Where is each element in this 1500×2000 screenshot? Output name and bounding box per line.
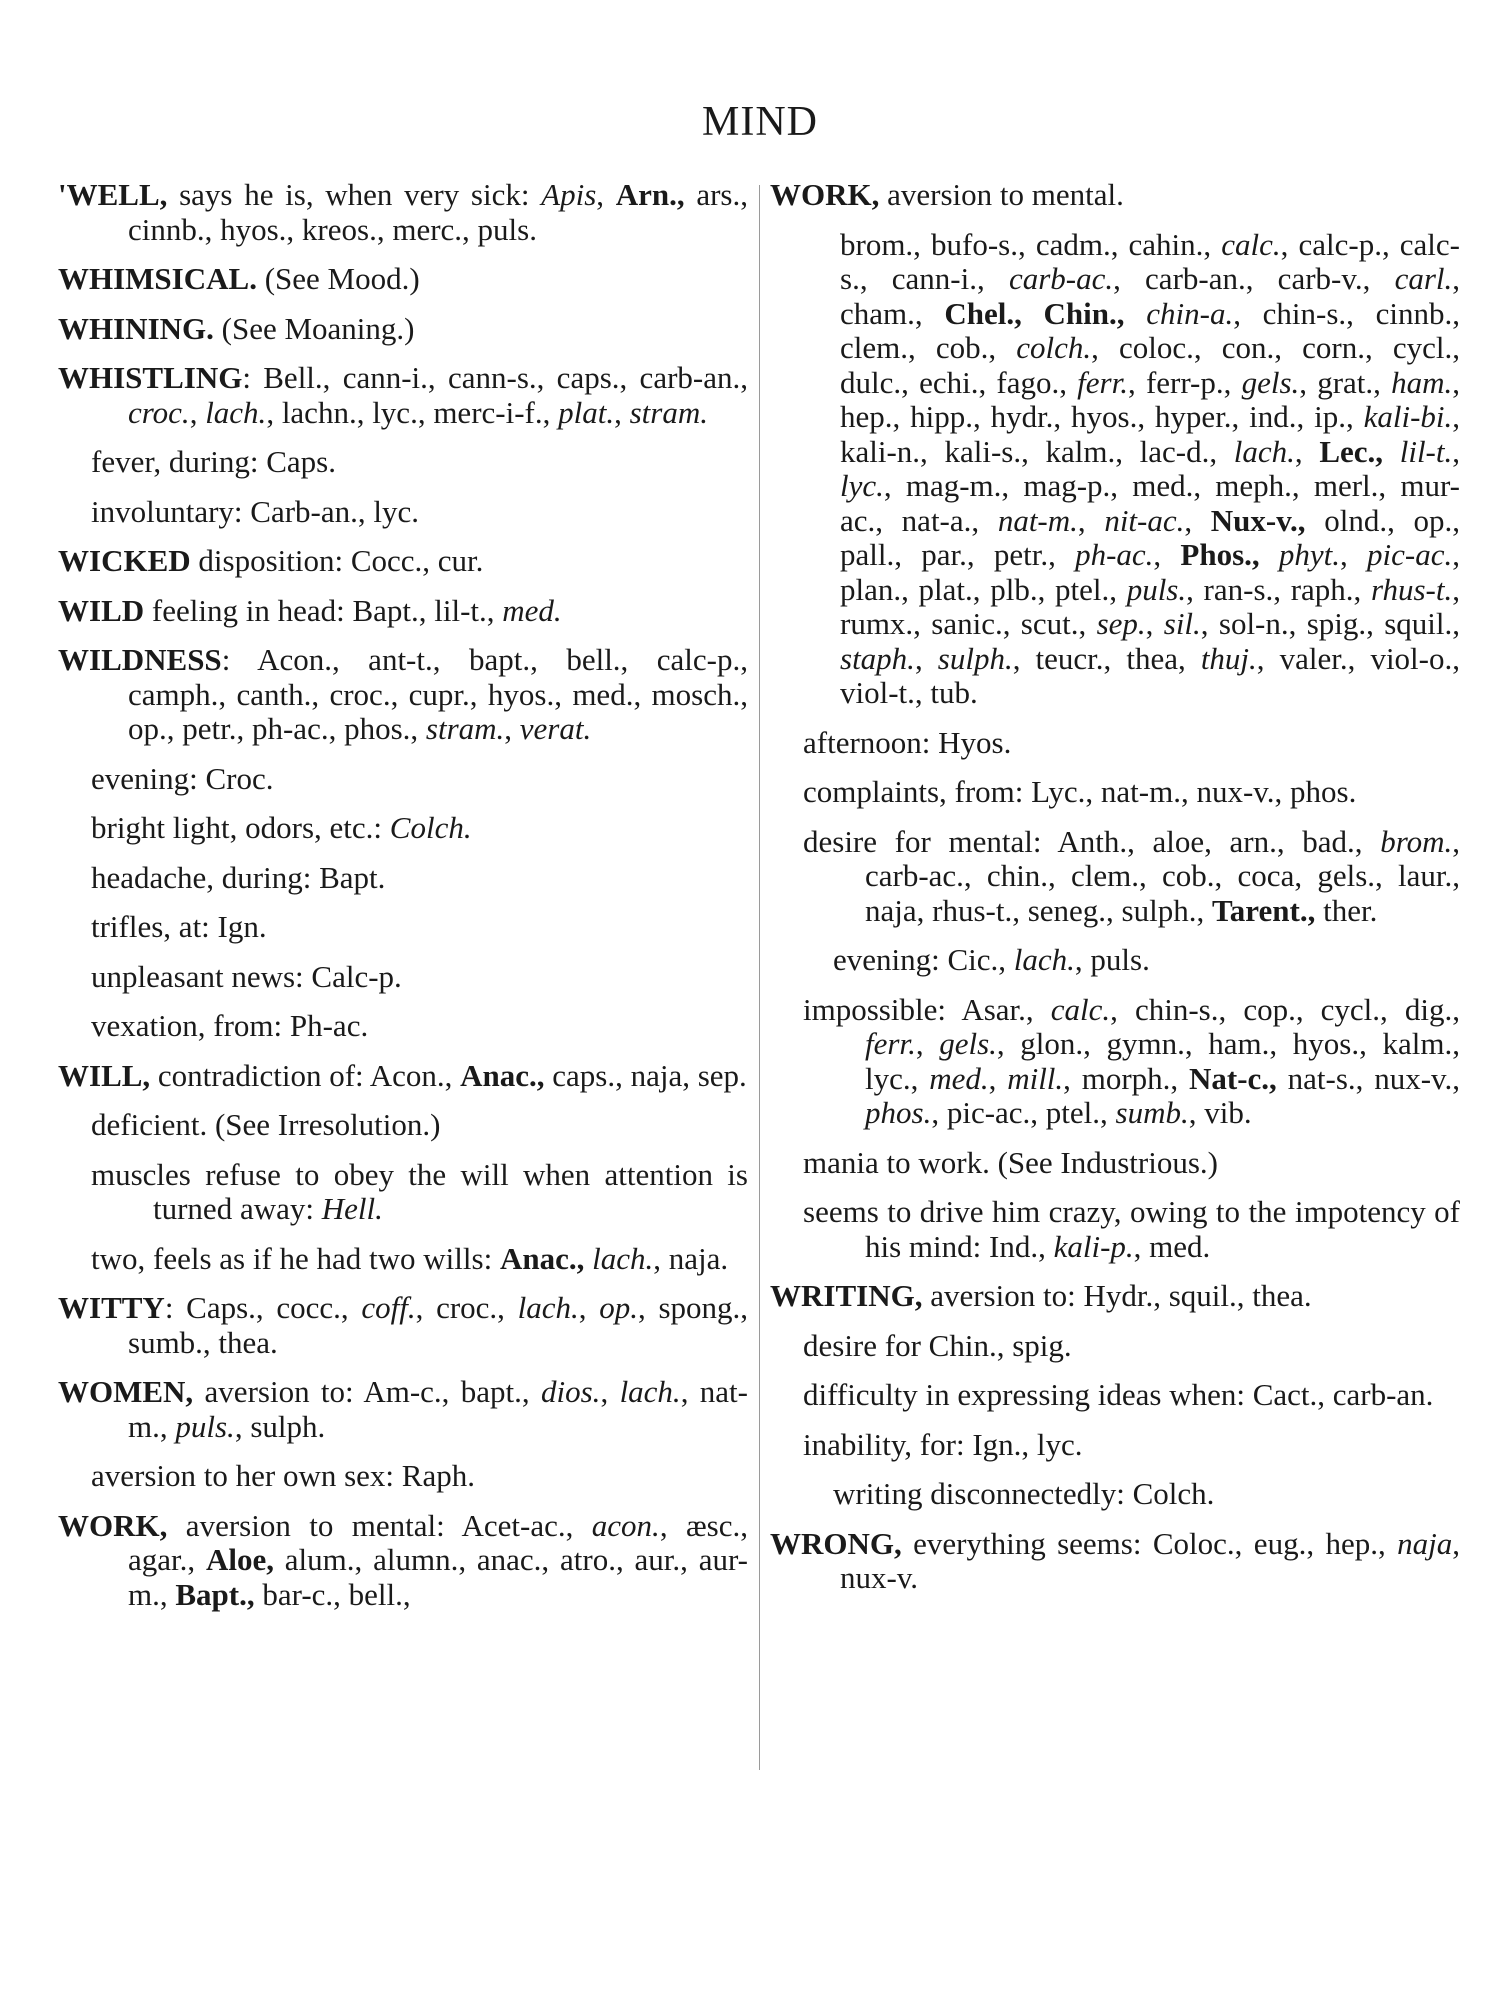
- entry-text: ,: [1294, 433, 1320, 469]
- entry-text: [584, 1241, 592, 1276]
- remedy-italic: lach.: [517, 1290, 579, 1325]
- remedy-italic: brom.: [1380, 823, 1453, 859]
- entry-text: ,: [1184, 502, 1211, 538]
- remedy-italic: ph-ac.: [1075, 537, 1154, 572]
- entry-text: feeling in head: Bapt., lil-t.,: [144, 592, 503, 628]
- sub-rubric-entry: [770, 1378, 1460, 1413]
- remedy-bold: Aloe,: [205, 1542, 274, 1577]
- entry-text: , lachn., lyc., merc-i-f.,: [266, 394, 559, 430]
- rubric-entry: [58, 1375, 748, 1444]
- entry-text: seems to drive him crazy, owing to the impotency of his mind: Ind.,: [803, 1194, 1460, 1264]
- remedy-italic: kali-bi.: [1363, 399, 1453, 434]
- remedy-italic: puls.: [175, 1408, 235, 1444]
- entry-text: , grat.,: [1299, 364, 1392, 400]
- entry-text: , sulph.: [234, 1408, 326, 1444]
- remedy-italic: naja: [1397, 1525, 1453, 1561]
- sub-rubric-entry: [770, 1195, 1460, 1264]
- entry-text: ,: [189, 394, 206, 430]
- remedy-bold: Anac.,: [460, 1057, 545, 1093]
- rubric-entry: [770, 178, 1460, 213]
- entry-text: , nux-v.: [840, 1525, 1460, 1595]
- sub-rubric-entry: [58, 1158, 748, 1227]
- rubric-entry: [58, 262, 748, 297]
- sub-rubric-entry: [770, 825, 1460, 929]
- remedy-bold: Chel., Chin.,: [944, 295, 1125, 331]
- entry-text: , cham.,: [840, 261, 1460, 331]
- remedy-italic: stram.: [425, 711, 505, 746]
- remedy-italic: ferr.: [865, 1026, 916, 1061]
- entry-text: ,: [1145, 606, 1164, 641]
- rubric-heading: WOMEN,: [58, 1374, 194, 1409]
- remedy-bold: Nux-v.,: [1210, 502, 1306, 538]
- rubric-heading: WRITING,: [770, 1278, 923, 1313]
- remedy-italic: gels.: [1241, 364, 1300, 400]
- entry-text: afternoon: Hyos.: [803, 724, 1012, 760]
- remedy-italic: verat.: [519, 711, 592, 746]
- remedy-italic: colch.: [1016, 330, 1092, 365]
- left-column: [58, 178, 748, 1627]
- rubric-entry: [58, 312, 748, 347]
- entry-text: unpleasant news: Calc-p.: [91, 958, 402, 994]
- rubric-heading: WILL,: [58, 1057, 151, 1093]
- entry-text: mania to work. (See Industrious.): [803, 1144, 1218, 1180]
- rubric-heading: WICKED: [58, 543, 191, 578]
- rubric-heading: WHIMSICAL.: [58, 261, 257, 296]
- remedy-italic: Apis: [541, 177, 597, 212]
- entry-text: vexation, from: Ph-ac.: [91, 1008, 369, 1043]
- remedy-italic: nat-m.: [997, 502, 1078, 538]
- remedy-italic: med.: [929, 1060, 989, 1096]
- entry-text: two, feels as if he had two wills:: [91, 1240, 500, 1276]
- remedy-italic: dios.: [541, 1374, 601, 1409]
- entry-text: evening: Croc.: [91, 760, 274, 796]
- entry-text: [1383, 434, 1400, 469]
- remedy-italic: med.: [502, 592, 562, 628]
- entry-text: bright light, odors, etc.:: [91, 810, 390, 845]
- right-column: [770, 178, 1460, 1611]
- remedy-italic: carb-ac.: [1008, 261, 1114, 296]
- entry-text: ,: [614, 394, 630, 430]
- remedy-italic: chin-a.: [1146, 295, 1234, 331]
- remedy-italic: coff.: [361, 1290, 416, 1325]
- remedy-italic: mill.: [1007, 1060, 1064, 1096]
- entry-text: olnd., op., pall., par., petr.,: [840, 502, 1460, 572]
- rubric-heading: WILDNESS: [58, 642, 222, 677]
- entry-text: muscles refuse to obey the will when attention is turned away:: [91, 1156, 748, 1226]
- rubric-entry: [58, 178, 748, 247]
- entry-text: ther.: [1315, 892, 1378, 928]
- entry-text: aversion to: Hydr., squil., thea.: [922, 1278, 1312, 1313]
- sub-rubric-entry: [58, 1108, 748, 1143]
- entry-text: aversion to her own sex: Raph.: [91, 1458, 475, 1493]
- sub-rubric-entry: [770, 1329, 1460, 1364]
- remedy-italic: rhus-t.: [1370, 571, 1453, 607]
- remedy-italic: carl.: [1394, 261, 1453, 296]
- entry-text: , croc.,: [415, 1290, 518, 1325]
- entry-text: writing disconnectedly: Colch.: [833, 1476, 1215, 1511]
- rubric-entry: [58, 1509, 748, 1613]
- entry-text: : Caps., cocc.,: [164, 1290, 362, 1325]
- sub-rubric-entry: [770, 228, 1460, 711]
- rubric-entry: [58, 594, 748, 629]
- entry-text: , naja.: [653, 1240, 729, 1276]
- entry-text: ,: [1077, 502, 1105, 538]
- entry-text: [1125, 296, 1147, 331]
- entry-text: , hep., hipp., hydr., hyos., hyper., ind., ip.,: [840, 364, 1460, 434]
- remedy-italic: nit-ac.: [1104, 502, 1185, 538]
- entry-text: , rumx., sanic., scut.,: [840, 571, 1460, 641]
- entry-text: inability, for: Ign., lyc.: [803, 1426, 1083, 1462]
- rubric-entry: [58, 544, 748, 579]
- sub-rubric-entry: [58, 1009, 748, 1044]
- entry-text: trifles, at: Ign.: [91, 909, 267, 944]
- entry-text: ,: [600, 1374, 620, 1409]
- entry-text: aversion to: Am-c., bapt.,: [193, 1374, 541, 1409]
- entry-text: (See Mood.): [256, 261, 420, 296]
- remedy-italic: staph.: [840, 640, 915, 676]
- rubric-heading: 'WELL,: [58, 177, 168, 212]
- remedy-italic: sep.: [1096, 606, 1146, 641]
- remedy-italic: plat.: [558, 394, 615, 430]
- entry-text: , mag-m., mag-p., med., meph., merl., mur-ac., nat-a.,: [840, 468, 1460, 538]
- remedy-italic: stram.: [629, 394, 708, 430]
- remedy-italic: op.: [599, 1290, 638, 1325]
- remedy-bold: Anac.,: [499, 1240, 585, 1276]
- entry-text: ,: [1452, 433, 1460, 469]
- remedy-italic: kali-p.: [1053, 1228, 1134, 1264]
- entry-text: disposition: Cocc., cur.: [190, 543, 484, 578]
- rubric-entry: [58, 1059, 748, 1094]
- sub-rubric-entry: [58, 1242, 748, 1277]
- entry-text: , teucr., thea,: [1012, 640, 1201, 676]
- entry-text: alum., alumn., anac., atro., aur., aur-m.,: [128, 1542, 748, 1612]
- sub-rubric-entry: [58, 495, 748, 530]
- rubric-entry: [58, 1291, 748, 1360]
- remedy-italic: sil.: [1163, 606, 1201, 641]
- rubric-heading: WORK,: [770, 177, 880, 212]
- entry-text: [1260, 537, 1279, 572]
- entry-text: headache, during: Bapt.: [91, 859, 386, 895]
- entry-text: : Acon., ant-t., bapt., bell., calc-p., camph., canth., croc., cupr., hyos., med., mosch., op., petr., ph-ac., phos.,: [128, 642, 748, 746]
- remedy-italic: phos.: [865, 1095, 932, 1130]
- entry-text: , kali-n., kali-s., kalm., lac-d.,: [840, 399, 1460, 469]
- sub-rubric-entry: [58, 960, 748, 995]
- page-title: MIND: [702, 99, 818, 145]
- entry-text: ,: [1340, 537, 1368, 572]
- entry-text: , chin-s., cinnb., clem., cob.,: [840, 295, 1461, 365]
- remedy-italic: Hell.: [321, 1191, 383, 1226]
- remedy-bold: Lec.,: [1319, 433, 1384, 469]
- entry-text: difficulty in expressing ideas when: Cact., carb-an.: [803, 1377, 1434, 1412]
- entry-text: , coloc., con., corn., cycl., dulc., echi., fago.,: [840, 330, 1460, 400]
- entry-text: ars., cinnb., hyos., kreos., merc., puls.: [128, 177, 748, 247]
- remedy-italic: sulph.: [937, 640, 1013, 676]
- entry-text: ,: [914, 640, 938, 676]
- entry-text: ,: [1153, 537, 1181, 572]
- sub-rubric-entry: [770, 943, 1460, 978]
- rubric-heading: WORK,: [58, 1507, 168, 1543]
- sub-rubric-entry: [58, 811, 748, 846]
- sub-rubric-entry: [58, 861, 748, 896]
- remedy-italic: acon.: [591, 1507, 660, 1543]
- remedy-italic: calc.: [1221, 226, 1281, 262]
- sub-rubric-entry: [58, 762, 748, 797]
- entry-text: , morph.,: [1063, 1060, 1189, 1096]
- rubric-entry: [58, 643, 748, 747]
- sub-rubric-entry: [770, 726, 1460, 761]
- remedy-bold: Bapt.,: [175, 1576, 255, 1612]
- rubric-heading: WITTY: [58, 1290, 165, 1325]
- sub-rubric-entry: [58, 445, 748, 480]
- sub-rubric-entry: [770, 993, 1460, 1131]
- remedy-italic: gels.: [939, 1026, 997, 1061]
- entry-text: , carb-an., carb-v.,: [1113, 261, 1395, 296]
- entry-text: , valer., viol-o., viol-t., tub.: [840, 640, 1460, 710]
- entry-text: fever, during: Caps.: [91, 444, 336, 479]
- entry-text: , spong., sumb., thea.: [128, 1290, 749, 1360]
- remedy-italic: Colch.: [389, 810, 472, 845]
- entry-text: , med.: [1133, 1228, 1211, 1264]
- remedy-italic: lil-t.: [1399, 433, 1453, 469]
- entry-text: complaints, from: Lyc., nat-m., nux-v., phos.: [803, 774, 1357, 809]
- rubric-heading: WRONG,: [770, 1525, 902, 1561]
- entry-text: , nat-m.,: [128, 1374, 748, 1444]
- entry-text: , puls.: [1074, 942, 1150, 977]
- entry-text: says he is, when very sick:: [167, 177, 542, 212]
- remedy-italic: calc.: [1050, 991, 1111, 1027]
- entry-text: bar-c., bell.,: [254, 1576, 411, 1612]
- entry-text: , calc-p., calc-s., cann-i.,: [840, 226, 1460, 296]
- sub-rubric-entry: [770, 775, 1460, 810]
- entry-text: (See Moaning.): [213, 310, 415, 346]
- remedy-italic: sumb.: [1115, 1095, 1189, 1130]
- entry-text: brom., bufo-s., cadm., cahin.,: [840, 226, 1222, 262]
- entry-text: contradiction of: Acon.,: [150, 1057, 461, 1093]
- entry-text: : Bell., cann-i., cann-s., caps., carb-an.,: [242, 360, 748, 395]
- remedy-italic: lyc.: [840, 468, 884, 503]
- sub-rubric-entry: [770, 1428, 1460, 1463]
- remedy-italic: pic-ac.: [1367, 537, 1453, 572]
- remedy-italic: lach.: [619, 1374, 681, 1409]
- remedy-italic: croc.: [128, 394, 190, 430]
- remedy-italic: thuj.: [1200, 640, 1257, 676]
- entry-text: ,: [504, 711, 520, 746]
- remedy-bold: Tarent.,: [1211, 892, 1316, 928]
- rubric-entry: [58, 361, 748, 430]
- entry-text: evening: Cic.,: [833, 942, 1014, 977]
- remedy-italic: puls.: [1126, 571, 1187, 607]
- sub-rubric-entry: [58, 1459, 748, 1494]
- entry-text: ,: [988, 1060, 1008, 1096]
- entry-text: caps., naja, sep.: [544, 1057, 747, 1093]
- entry-text: deficient. (See Irresolution.): [91, 1107, 441, 1142]
- rubric-heading: WHINING.: [58, 310, 214, 346]
- rubric-heading: WHISTLING: [58, 360, 243, 395]
- entry-text: , glon., gymn., ham., hyos., kalm., lyc.,: [865, 1026, 1460, 1096]
- remedy-italic: phyt.: [1278, 537, 1341, 572]
- entry-text: , æsc., agar.,: [128, 1507, 748, 1577]
- rubric-entry: [770, 1527, 1460, 1596]
- entry-text: impossible: Asar.,: [803, 991, 1051, 1027]
- entry-text: , pic-ac., ptel.,: [931, 1095, 1116, 1130]
- entry-text: , ferr-p.,: [1128, 364, 1242, 400]
- entry-text: nat-s., nux-v.,: [1276, 1060, 1461, 1096]
- remedy-italic: lach.: [592, 1240, 654, 1276]
- remedy-italic: ham.: [1391, 364, 1453, 400]
- entry-text: ,: [915, 1026, 940, 1061]
- entry-text: , ran-s., raph.,: [1186, 571, 1371, 607]
- remedy-bold: Nat-c.,: [1189, 1060, 1277, 1096]
- entry-text: , carb-ac., chin., clem., cob., coca, gels., laur., naja, rhus-t., seneg., sulph.,: [865, 823, 1460, 928]
- entry-text: desire for mental: Anth., aloe, arn., bad.,: [803, 823, 1381, 859]
- sub-rubric-entry: [770, 1477, 1460, 1512]
- remedy-italic: lach.: [1233, 433, 1295, 469]
- remedy-italic: lach.: [205, 394, 267, 430]
- entry-text: ,: [596, 177, 616, 212]
- remedy-italic: ferr.: [1077, 364, 1128, 400]
- entry-text: , plan., plat., plb., ptel.,: [840, 537, 1461, 607]
- entry-text: everything seems: Coloc., eug., hep.,: [901, 1525, 1398, 1561]
- remedy-bold: Arn.,: [615, 177, 685, 212]
- entry-text: aversion to mental.: [879, 177, 1124, 212]
- entry-text: , chin-s., cop., cycl., dig.,: [1110, 991, 1460, 1027]
- rubric-entry: [770, 1279, 1460, 1314]
- sub-rubric-entry: [58, 910, 748, 945]
- remedy-italic: lach.: [1013, 942, 1075, 977]
- entry-text: , sol-n., spig., squil.,: [1200, 606, 1461, 641]
- entry-text: , vib.: [1188, 1095, 1252, 1130]
- remedy-bold: Phos.,: [1180, 537, 1260, 572]
- entry-text: desire for Chin., spig.: [803, 1327, 1072, 1363]
- entry-text: ,: [578, 1290, 600, 1325]
- entry-text: involuntary: Carb-an., lyc.: [91, 493, 419, 529]
- rubric-heading: WILD: [58, 592, 145, 628]
- entry-text: aversion to mental: Acet-ac.,: [167, 1507, 592, 1543]
- column-divider: [759, 185, 760, 1770]
- sub-rubric-entry: [770, 1146, 1460, 1181]
